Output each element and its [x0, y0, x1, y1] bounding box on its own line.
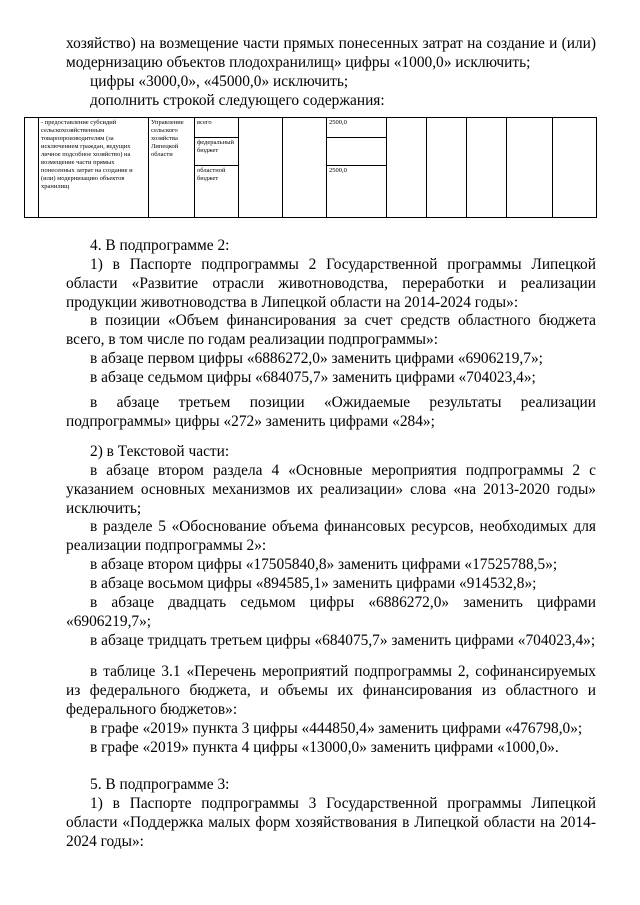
text-paragraph: в графе «2019» пункта 4 цифры «13000,0» заменить цифрами «1000,0».	[90, 739, 559, 756]
table-cell	[553, 118, 597, 138]
table-cell	[553, 166, 597, 218]
text-paragraph: в разделе 5 «Обоснование объема финансовых ресурсов, необходимых для реализации подпрограммы 2»:	[66, 518, 596, 554]
text-paragraph: в абзаце первом цифры «6886272,0» заменить цифрами «6906219,7»;	[90, 350, 543, 367]
text-paragraph: дополнить строкой следующего содержания:	[90, 92, 385, 109]
section-heading: 5. В подпрограмме 3:	[90, 776, 230, 793]
text-paragraph: цифры «3000,0», «45000,0» исключить;	[90, 73, 349, 90]
text-paragraph: в позиции «Объем финансирования за счет средств областного бюджета всего, в том числе по годам реализации подпрограммы»:	[66, 312, 596, 348]
text-paragraph: хозяйство) на возмещение части прямых понесенных затрат на создание и (или) модернизацию объектов плодохранилищ» цифры «1000,0» исключить;	[66, 35, 596, 71]
table-cell	[239, 166, 283, 218]
text-paragraph: в таблице 3.1 «Перечень мероприятий подпрограммы 2, софинансируемых из федерального бюджета, и объемы их финансирования из областного и федерального бюджетов»:	[66, 663, 596, 718]
table-cell	[387, 118, 427, 138]
table-cell-source: областной бюджет	[195, 166, 239, 218]
table-cell	[283, 166, 327, 218]
inserted-row-table	[24, 117, 597, 218]
text-paragraph: в абзаце седьмом цифры «684075,7» заменить цифрами «704023,4»;	[90, 369, 536, 386]
table-cell	[283, 118, 327, 138]
text-paragraph: в абзаце восьмом цифры «894585,1» заменить цифрами «914532,8»;	[90, 575, 537, 592]
text-paragraph: в абзаце втором раздела 4 «Основные мероприятия подпрограммы 2 с указанием основных механизмов их реализации» слова «на 2013-2020 годы» исключить;	[66, 462, 596, 517]
table-cell	[427, 166, 467, 218]
table-cell-executor: Управление сельского хозяйства Липецкой области	[149, 118, 195, 218]
table-cell	[427, 138, 467, 166]
table-cell	[507, 138, 553, 166]
table-cell	[467, 118, 507, 138]
table-cell-number	[25, 118, 39, 218]
text-paragraph: в абзаце третьем позиции «Ожидаемые результаты реализации подпрограммы» цифры «272» заменить цифрами «284»;	[66, 394, 596, 430]
table-cell	[507, 118, 553, 138]
table-cell-description: - предоставление субсидий сельскохозяйственным товаропроизводителям (за исключением граждан, ведущих личное подсобное хозяйство) на возмещение части прямых понесенных затрат на создание и (или) модернизацию объектов хранилищ	[39, 118, 149, 218]
section-heading: 4. В подпрограмме 2:	[90, 237, 230, 254]
table-cell-value	[327, 138, 387, 166]
table-cell	[553, 138, 597, 166]
table-cell	[467, 166, 507, 218]
table-cell-value: 2500,0	[327, 166, 387, 218]
table-cell-source: федеральный бюджет	[195, 138, 239, 166]
table-cell	[387, 166, 427, 218]
table-cell	[427, 118, 467, 138]
text-paragraph: в абзаце тридцать третьем цифры «684075,7» заменить цифрами «704023,4»;	[90, 632, 596, 649]
table-cell	[507, 166, 553, 218]
table-cell-value: 2500,0	[327, 118, 387, 138]
table-cell	[239, 118, 283, 138]
table-cell	[387, 138, 427, 166]
text-paragraph: в абзаце втором цифры «17505840,8» заменить цифрами «17525788,5»;	[90, 556, 558, 573]
table-cell	[467, 138, 507, 166]
table-cell	[239, 138, 283, 166]
text-paragraph: 1) в Паспорте подпрограммы 2 Государственной программы Липецкой области «Развитие отрасли животноводства, переработки и реализации продукции животноводства в Липецкой области на 2014-2024 годы»:	[66, 256, 596, 311]
text-paragraph: в графе «2019» пункта 3 цифры «444850,4» заменить цифрами «476798,0»;	[90, 720, 583, 737]
text-paragraph: 1) в Паспорте подпрограммы 3 Государственной программы Липецкой области «Поддержка малых форм хозяйствования в Липецкой области на 2014-2024 годы»:	[66, 795, 596, 850]
table-cell-source: всего	[195, 118, 239, 138]
table-cell	[283, 138, 327, 166]
text-paragraph: в абзаце двадцать седьмом цифры «6886272,0» заменить цифрами «6906219,7»;	[66, 594, 596, 630]
text-paragraph: 2) в Текстовой части:	[90, 443, 230, 460]
